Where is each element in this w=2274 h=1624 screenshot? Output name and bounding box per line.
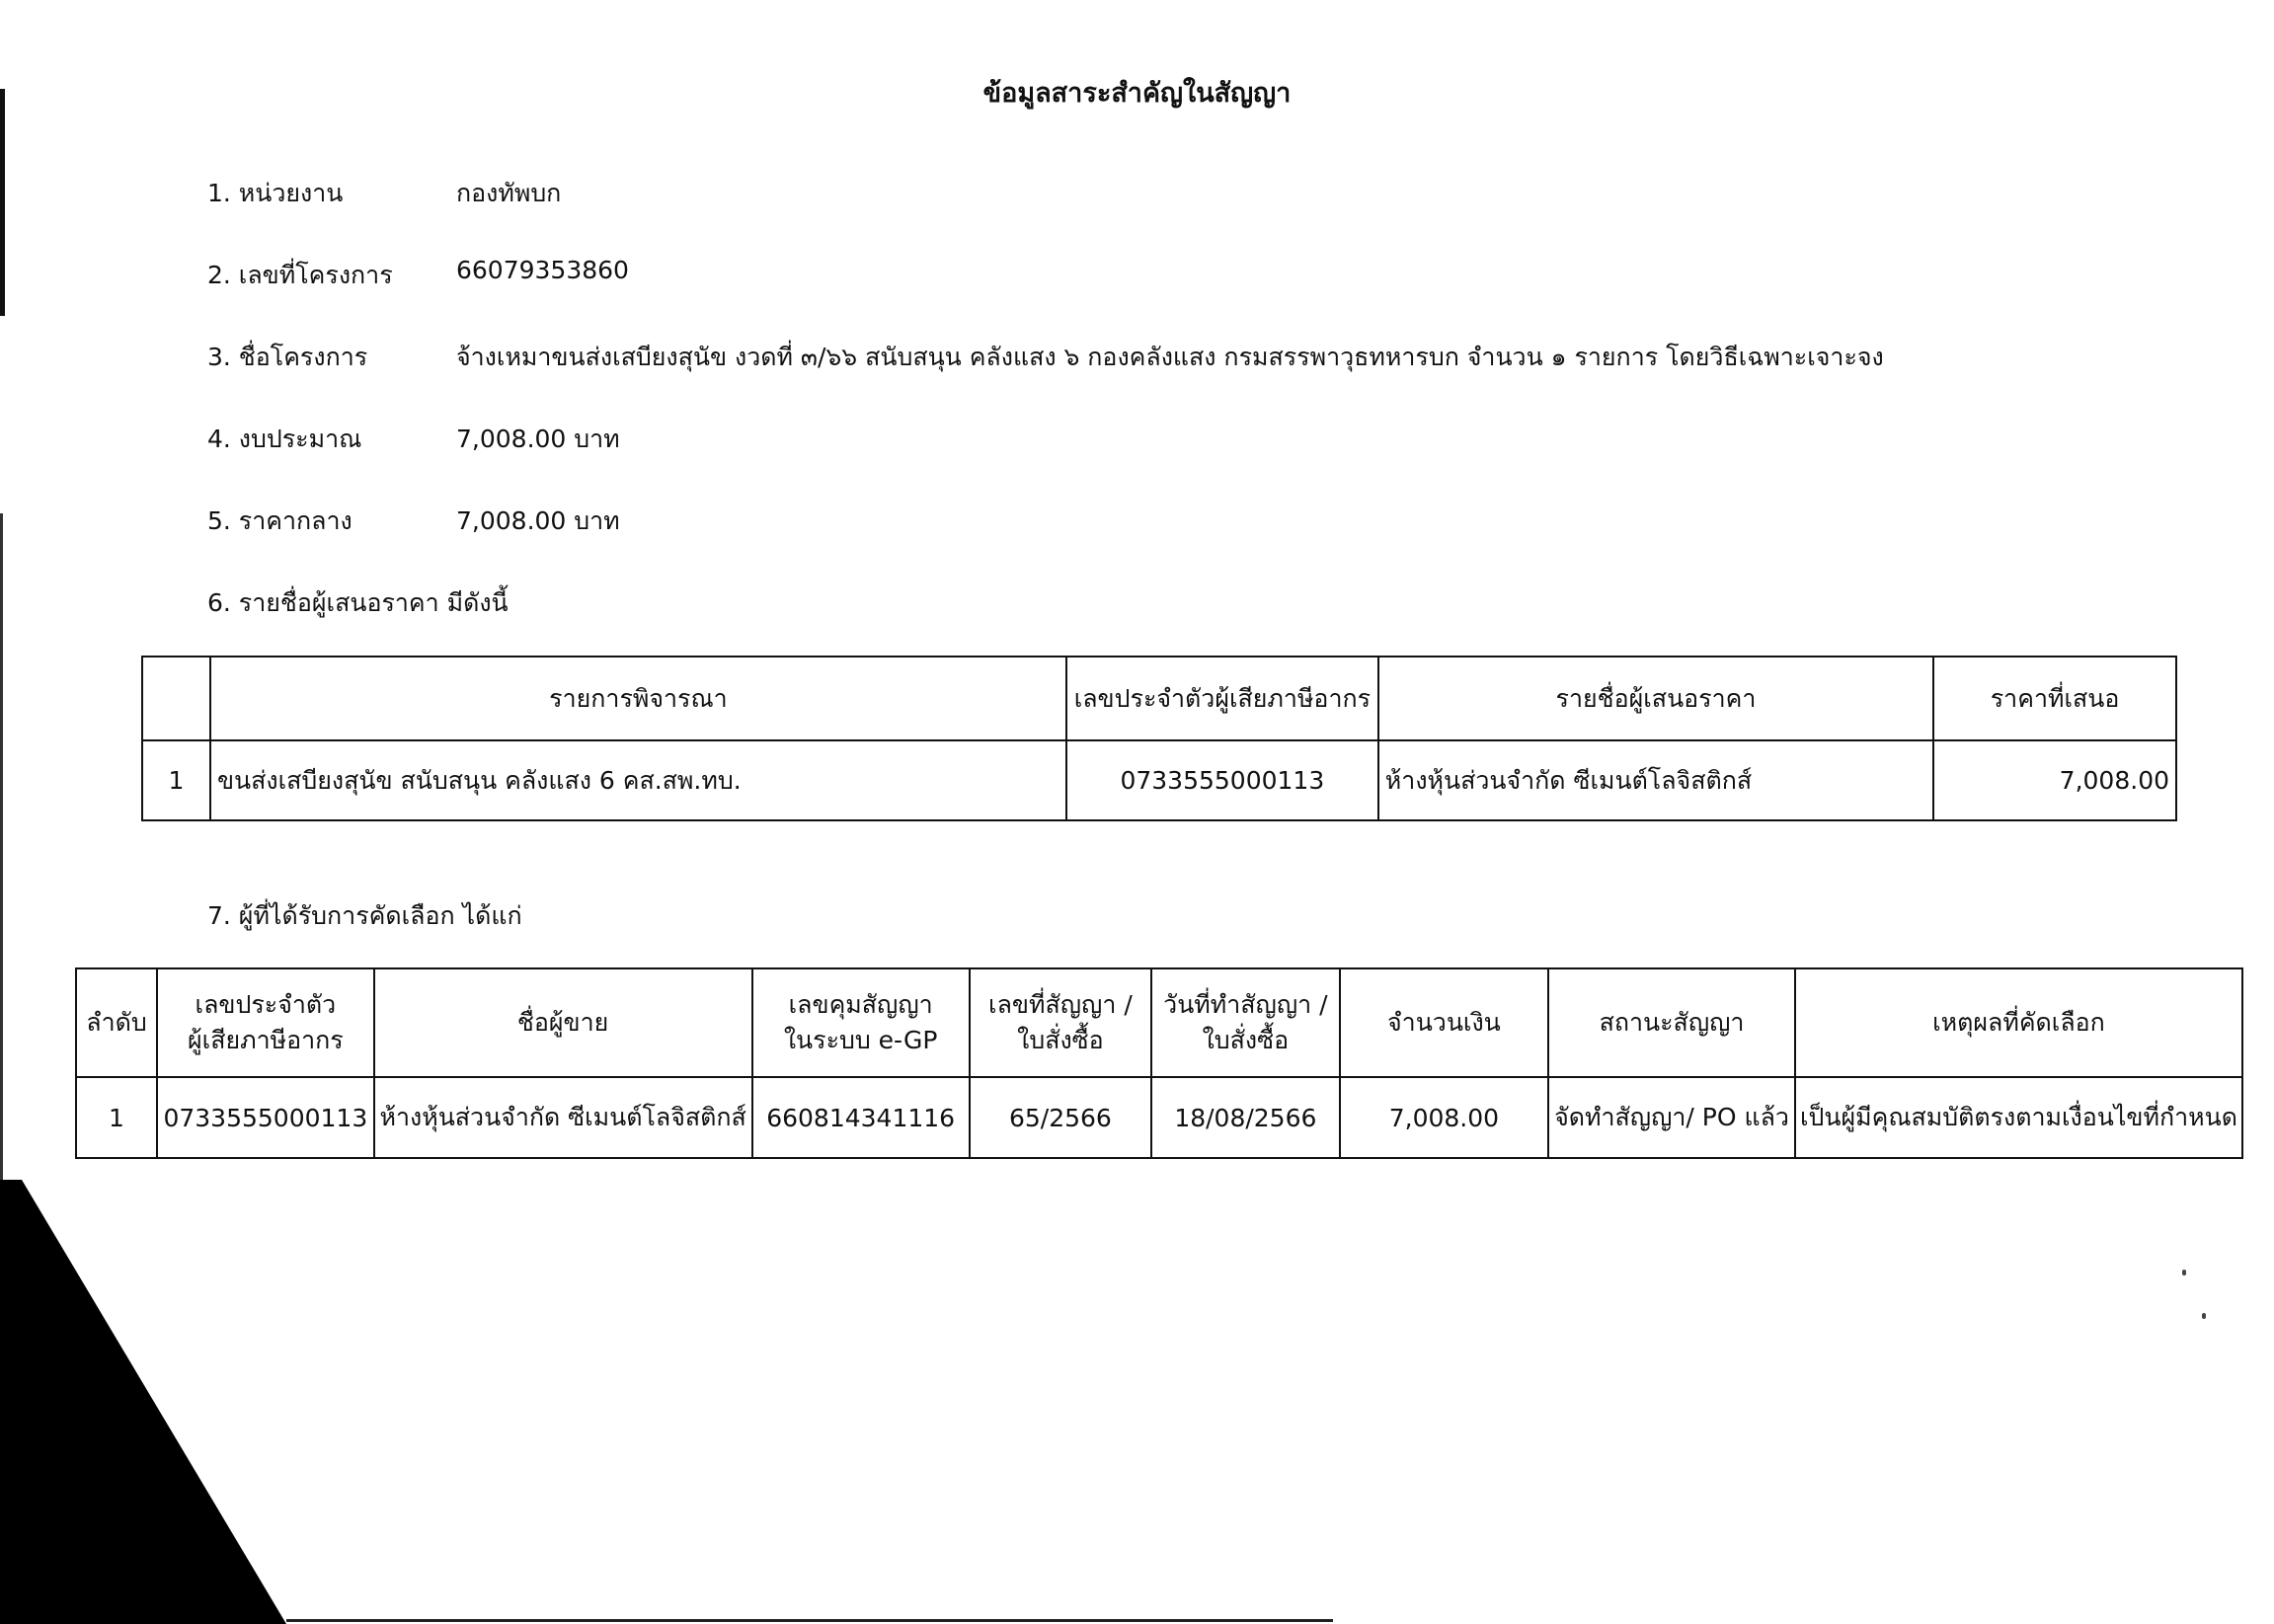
bidders-section-label: 6. รายชื่อผู้เสนอราคา มีดังนี้: [207, 588, 509, 617]
table-header: เลขประจำตัว ผู้เสียภาษีอากร: [157, 968, 374, 1077]
document-title: ข้อมูลสาระสำคัญในสัญญา: [982, 78, 1292, 109]
field-value: กองทัพบก: [456, 179, 562, 207]
table-row: [142, 740, 2176, 820]
table-cell: 1: [142, 740, 210, 820]
table-header: รายชื่อผู้เสนอราคา: [1378, 657, 1933, 740]
table-cell: 65/2566: [970, 1077, 1151, 1158]
field-label: 4. งบประมาณ: [207, 425, 362, 453]
table-header: เหตุผลที่คัดเลือก: [1795, 968, 2242, 1077]
field-label: 5. ราคากลาง: [207, 506, 353, 535]
field-label: 2. เลขที่โครงการ: [207, 261, 393, 289]
table-cell: 0733555000113: [157, 1077, 374, 1158]
scan-speck-artifact: [2182, 1270, 2186, 1276]
field-value: จ้างเหมาขนส่งเสบียงสุนัข งวดที่ ๓/๖๖ สนับสนุน คลังแสง ๖ กองคลังแสง กรมสรรพาวุธทหารบก จำนวน ๑ รายการ โดยวิธีเฉพาะเจาะจง: [456, 343, 1884, 371]
table-cell: ขนส่งเสบียงสุนัข สนับสนุน คลังแสง 6 คส.สพ.ทบ.: [210, 740, 1066, 820]
scan-edge-artifact: [0, 513, 3, 1185]
table-cell: เป็นผู้มีคุณสมบัติตรงตามเงื่อนไขที่กำหนด: [1795, 1077, 2242, 1158]
table-header-row: [76, 968, 2242, 1077]
bidders-table: [141, 656, 2177, 821]
table-header-row: [142, 657, 2176, 740]
table-cell: 7,008.00: [1340, 1077, 1549, 1158]
table-header: จำนวนเงิน: [1340, 968, 1549, 1077]
table-cell: 1: [76, 1077, 157, 1158]
table-cell: 660814341116: [752, 1077, 970, 1158]
field-value: 66079353860: [456, 256, 629, 284]
table-header: เลขที่สัญญา / ใบสั่งซื้อ: [970, 968, 1151, 1077]
table-header: ลำดับ: [76, 968, 157, 1077]
table-header: ชื่อผู้ขาย: [374, 968, 752, 1077]
scan-shadow-artifact: [0, 1180, 286, 1624]
table-cell: 18/08/2566: [1151, 1077, 1340, 1158]
scan-edge-artifact: [0, 89, 5, 316]
winners-section-label: 7. ผู้ที่ได้รับการคัดเลือก ได้แก่: [207, 901, 522, 930]
table-cell: ห้างหุ้นส่วนจำกัด ซีเมนต์โลจิสติกส์: [1378, 740, 1933, 820]
table-cell: 7,008.00: [1933, 740, 2176, 820]
scan-edge-artifact: [286, 1619, 1333, 1622]
table-cell: จัดทำสัญญา/ PO แล้ว: [1548, 1077, 1795, 1158]
table-header: รายการพิจารณา: [210, 657, 1066, 740]
field-label: 3. ชื่อโครงการ: [207, 343, 368, 371]
table-header: [142, 657, 210, 740]
table-header: เลขประจำตัวผู้เสียภาษีอากร: [1066, 657, 1378, 740]
scan-speck-artifact: [2202, 1313, 2206, 1319]
table-header: ราคาที่เสนอ: [1933, 657, 2176, 740]
field-label: 1. หน่วยงาน: [207, 179, 344, 207]
field-value: 7,008.00 บาท: [456, 506, 620, 535]
field-value: 7,008.00 บาท: [456, 425, 620, 453]
winners-table: [75, 967, 2243, 1159]
table-cell: ห้างหุ้นส่วนจำกัด ซีเมนต์โลจิสติกส์: [374, 1077, 752, 1158]
table-header: วันที่ทำสัญญา / ใบสั่งซื้อ: [1151, 968, 1340, 1077]
table-header: สถานะสัญญา: [1548, 968, 1795, 1077]
table-header: เลขคุมสัญญา ในระบบ e-GP: [752, 968, 970, 1077]
table-row: [76, 1077, 2242, 1158]
table-cell: 0733555000113: [1066, 740, 1378, 820]
